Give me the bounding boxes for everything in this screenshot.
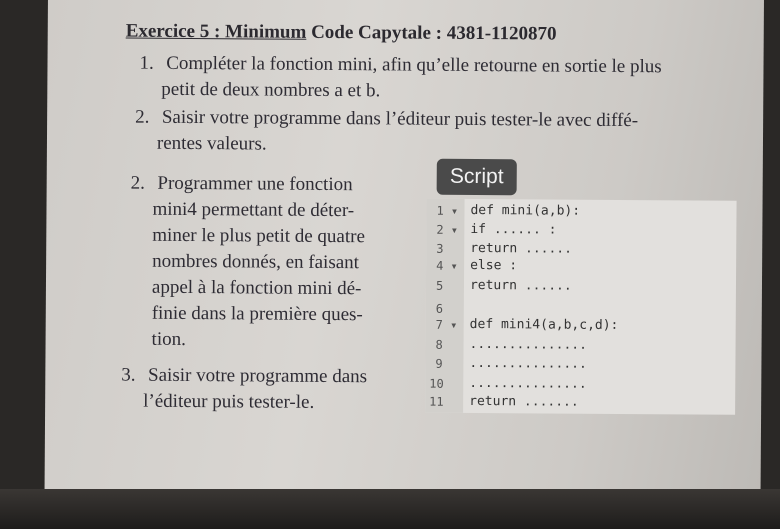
question-text-line: petit de deux nombres a et b. [161, 78, 381, 102]
line-number: 4 ▾ [436, 258, 458, 273]
question-text-line: Saisir votre programme dans l’éditeur puis tester-le avec diffé- [161, 106, 639, 132]
line-number: 10 [429, 376, 444, 391]
question-number: 2. [135, 106, 150, 128]
line-number: 1 ▾ [436, 203, 459, 218]
question-text-line: nombres donnés, en faisant [152, 250, 360, 274]
worksheet-page [44, 0, 764, 507]
question-2 [135, 105, 638, 161]
question-text-line: Programmer une fonction [157, 172, 353, 196]
line-number: 11 [429, 394, 444, 409]
code-line[interactable]: else : [470, 257, 518, 274]
question-text-line: mini4 permettant de déter- [152, 198, 355, 222]
code-line[interactable]: return ...... [469, 277, 572, 294]
question-text-line: Saisir votre programme dans [148, 364, 368, 388]
code-line[interactable]: return ...... [470, 240, 573, 257]
script-label: Script [437, 159, 517, 196]
line-number: 7 ▾ [435, 317, 458, 332]
line-number: 3 [436, 241, 444, 256]
line-number: 9 [435, 356, 443, 371]
line-number: 5 [435, 278, 444, 293]
exercise-title [126, 21, 557, 46]
exercise-title-main: Exercice 5 : Minimum [125, 20, 307, 43]
question-number: 1. [139, 52, 154, 74]
code-line[interactable]: return ....... [469, 393, 579, 410]
question-text-line: finie dans la première ques- [151, 302, 363, 326]
code-line[interactable]: def mini4(a,b,c,d): [469, 316, 619, 333]
code-line[interactable]: if ...... : [470, 221, 557, 238]
code-line[interactable]: ............... [469, 336, 588, 353]
question-text-line: l’éditeur puis tester-le. [143, 390, 315, 413]
line-number: 6 [435, 301, 444, 316]
question-number: 2. [130, 172, 146, 194]
question-text-line: Compléter la fonction mini, afin qu’elle retourne en sortie le plus [166, 52, 662, 78]
question-text-line: miner le plus petit de quatre [152, 224, 366, 248]
question-text-line: appel à la fonction mini dé- [151, 276, 362, 300]
question-number: 3. [121, 364, 136, 386]
line-number: 2 ▾ [436, 222, 459, 237]
line-number: 8 [435, 337, 443, 352]
code-line[interactable]: ............... [469, 375, 587, 392]
question-text-line: rentes valeurs. [156, 132, 267, 155]
question-3 [121, 363, 367, 417]
question-1 [139, 51, 662, 107]
table-surface [0, 489, 780, 529]
question-text-line: tion. [151, 328, 186, 350]
capytale-code: Code Capytale : 4381-1120870 [306, 21, 557, 45]
question-2b [129, 171, 365, 355]
code-line[interactable]: def mini(a,b): [470, 202, 581, 219]
code-line[interactable]: ............... [469, 355, 587, 372]
